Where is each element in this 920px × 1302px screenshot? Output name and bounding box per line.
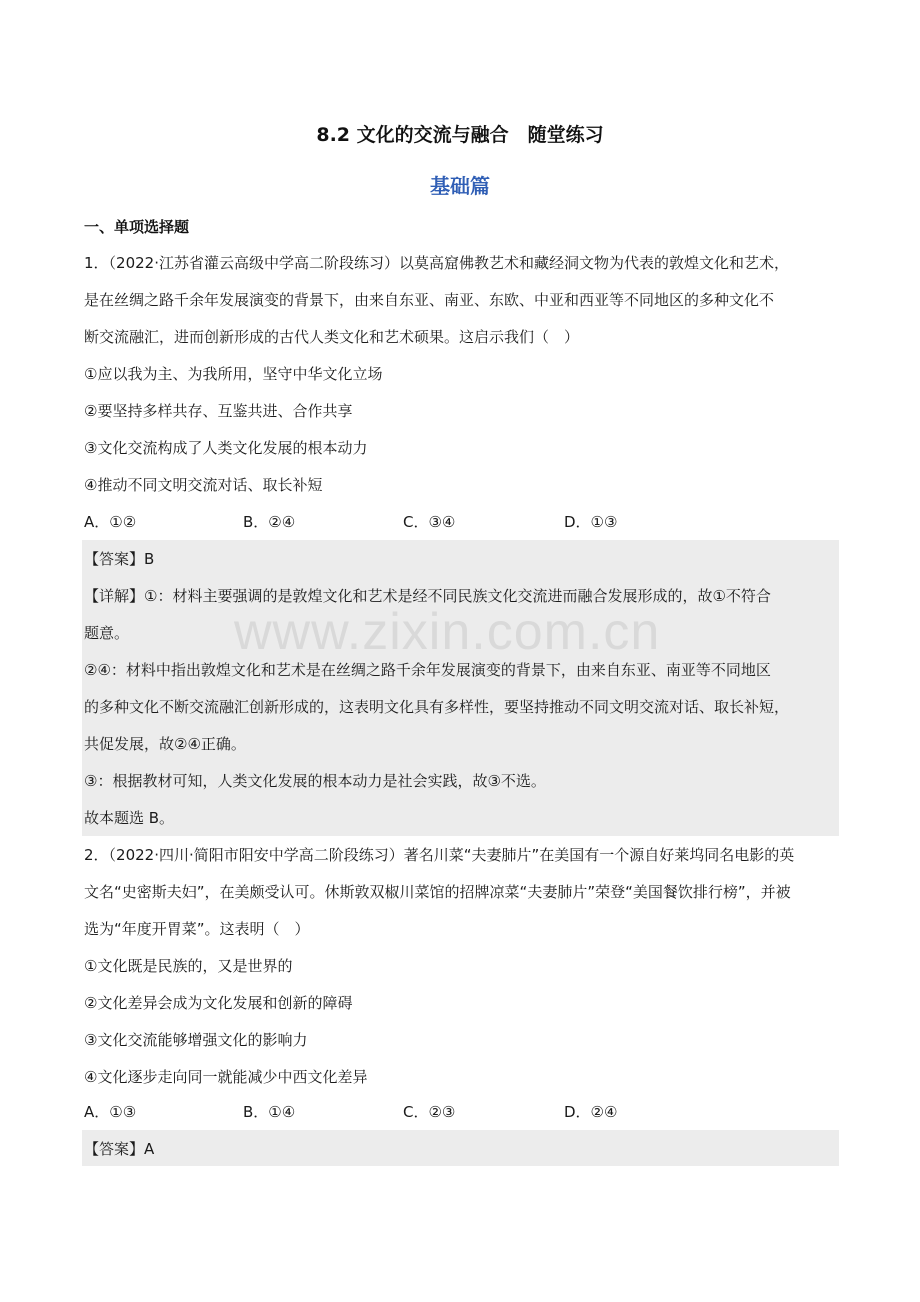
- section-heading: 一、单项选择题: [84, 218, 190, 236]
- q1-explanation-line: 的多种文化不断交流融汇创新形成的，这表明文化具有多样性，要坚持推动不同文明交流对话、取长补短，: [84, 698, 790, 716]
- q2-stem-line: 选为“年度开胃菜”。这表明（ ）: [84, 920, 310, 938]
- q1-option-c: C．③④: [403, 513, 456, 531]
- q2-option-d: D．②④: [564, 1103, 618, 1121]
- q1-explanation-line: ③：根据教材可知，人类文化发展的根本动力是社会实践，故③不选。: [84, 772, 546, 790]
- q1-answer: 【答案】B: [84, 550, 155, 568]
- q2-option-b: B．①④: [243, 1103, 296, 1121]
- q1-option-a: A．①②: [84, 513, 137, 531]
- answer-block-2: [82, 1130, 839, 1166]
- q1-item: ④推动不同文明交流对话、取长补短: [84, 476, 323, 494]
- q1-explanation-line: 共促发展，故②④正确。: [84, 735, 246, 753]
- q2-stem-line: 文名“史密斯夫妇”，在美颇受认可。休斯敦双椒川菜馆的招牌凉菜“夫妻肺片”荣登“美国餐饮排行榜”，并被: [84, 883, 791, 901]
- q2-item: ①文化既是民族的，又是世界的: [84, 957, 293, 975]
- q2-item: ③文化交流能够增强文化的影响力: [84, 1031, 308, 1049]
- q2-stem-line: 2．（2022·四川·简阳市阳安中学高二阶段练习）著名川菜“夫妻肺片”在美国有一个源自好莱坞同名电影的英: [84, 846, 795, 864]
- watermark: www.zixin.com.cn: [234, 603, 661, 661]
- q2-option-c: C．②③: [403, 1103, 456, 1121]
- q1-option-d: D．①③: [564, 513, 618, 531]
- q1-stem-line: 断交流融汇，进而创新形成的古代人类文化和艺术硕果。这启示我们（ ）: [84, 328, 580, 346]
- q2-option-a: A．①③: [84, 1103, 137, 1121]
- q1-explanation-line: 【详解】①：材料主要强调的是敦煌文化和艺术是经不同民族文化交流进而融合发展形成的，故①不符合: [84, 587, 771, 605]
- q1-item: ②要坚持多样共存、互鉴共进、合作共享: [84, 402, 353, 420]
- document-subtitle: 基础篇: [430, 174, 490, 198]
- q1-option-b: B．②④: [243, 513, 296, 531]
- q2-item: ②文化差异会成为文化发展和创新的障碍: [84, 994, 353, 1012]
- q1-stem-line: 是在丝绸之路千余年发展演变的背景下，由来自东亚、南亚、东欧、中亚和西亚等不同地区的多种文化不: [84, 291, 775, 309]
- q1-explanation-line: ②④：材料中指出敦煌文化和艺术是在丝绸之路千余年发展演变的背景下，由来自东亚、南亚等不同地区: [84, 661, 771, 679]
- q1-explanation-line: 题意。: [84, 624, 130, 642]
- q2-answer: 【答案】A: [84, 1140, 155, 1158]
- q1-stem-line: 1．（2022·江苏省灌云高级中学高二阶段练习）以莫高窟佛教艺术和藏经洞文物为代表的敦煌文化和艺术，: [84, 254, 789, 272]
- q1-explanation-line: 故本题选 B。: [84, 809, 175, 827]
- document-title: 8.2 文化的交流与融合 随堂练习: [316, 124, 604, 146]
- q2-item: ④文化逐步走向同一就能减少中西文化差异: [84, 1068, 368, 1086]
- q1-item: ①应以我为主、为我所用，坚守中华文化立场: [84, 365, 383, 383]
- q1-item: ③文化交流构成了人类文化发展的根本动力: [84, 439, 368, 457]
- answer-block-1: [82, 540, 839, 836]
